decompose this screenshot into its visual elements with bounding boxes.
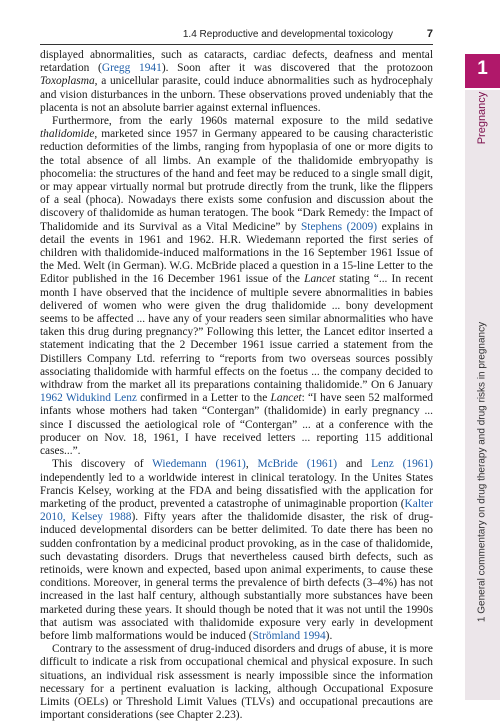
running-title: 1 General commentary on drug therapy and drug risks in pregnancy <box>476 321 488 623</box>
italic-text: Lancet <box>270 392 302 405</box>
page-header <box>40 28 433 44</box>
text-run: , a unicellular parasite, could induce abnormalities such as hydrocephaly and vision disturbances in the unborn. These observations proved undeniably that the placenta is not an absolute barrier against external influences. <box>40 75 433 114</box>
citation-link[interactable]: Stephens (2009) <box>300 220 378 233</box>
citation-link[interactable]: 1962 Widukind Lenz <box>40 392 137 405</box>
text-run: independently led to a worldwide interest in clinical teratology. In the Unites States Francis Kelsey, working at the FDA and being dissatisfied with the application for marketing of the product, prevented a catastrophe of unimaginable proportion ( <box>40 471 433 510</box>
text-run: Contrary to the assessment of drug-induced disorders and drugs of abuse, it is more difficult to indicate a risk from occupational chemical and physical exposure. In such situations, an individual risk assessment is nearly impossible since the information necessary for a pertinent evaluation is lacking, although Occupational Exposure Limits (OELs) or Threshold Limit Values (TLVs) and occupational precautions are important considerations (see Chapter 2.23). <box>40 643 433 722</box>
citation-link[interactable]: Gregg 1941 <box>101 62 162 75</box>
chapter-title: Pregnancy <box>476 91 488 145</box>
italic-text: Lancet <box>304 273 336 286</box>
citation-link[interactable]: Lenz (1961) <box>371 458 433 471</box>
header-rule <box>40 44 433 45</box>
italic-text: Toxoplasma <box>40 75 95 88</box>
text-run: , <box>245 458 258 471</box>
text-run: , marketed since 1957 in Germany appeared to be causing characteristic reduction deformities of the limbs, ranging from hypoplasia of one or more digits to the total absence of all limbs. An example of the thalidomide embryopathy is phocomelia: the structures of the hand and feet may be reduced to a single small digit, or may appear virtually normal but protrude directly from the trunk, like the flippers of a seal (phoca). Nowadays there exists some confusion and discussion about the discovery of thalidomide as human teratogen. The book “Dark Remedy: the Impact of Thalidomide and its Survival as a Vital Medicine” by <box>40 128 433 233</box>
paragraph <box>40 115 433 458</box>
text-run: explains in detail the events in 1961 and 1962. H.R. Wiedemann reported the first series of children with thalidomide-induced malformations in the 16 September 1961 Issue of the Med. Welt (in German). W.G. McBride placed a question in a 15-line Letter to the Editor published in the 16 December 1961 issue of the <box>40 220 433 286</box>
chapter-number: 1 <box>477 58 488 79</box>
text-run: displayed abnormalities, such as cataracts, cardiac defects, deafness and mental retardation ( <box>40 49 433 75</box>
paragraph <box>40 458 433 643</box>
text-run: ). Soon after it was discovered that the protozoon <box>161 62 433 75</box>
paragraph <box>40 643 433 722</box>
text-run: This discovery of <box>52 458 153 471</box>
text-run: ). Fifty years after the thalidomide disaster, the risk of drug-induced developmental disorders can be better delimited. To date there has been no sudden confrontation by a medicinal product provoking, as in the case of thalidomide, such devastating disorders. Drugs that nevertheless caused birth defects, such as retinoids, were known and expected, based upon animal experiments, to cause these conditions. Moreover, in general terms the prevalence of birth defects (3–4%) has not increased in the last half century, although substantially more substances have been marketed during these years. It should though be noted that it was not until the 1990s that autism was associated with thalidomide exposure very early in development before limb malformations would be induced ( <box>40 511 433 642</box>
text-run: ). <box>325 629 333 642</box>
citation-link[interactable]: Strömland 1994 <box>252 629 326 642</box>
page-number: 7 <box>426 28 433 40</box>
section-title: 1.4 Reproductive and developmental toxicology <box>182 29 393 40</box>
text-run: and <box>337 458 372 471</box>
citation-link[interactable]: Kalter 2010, Kelsey 1988 <box>40 497 433 524</box>
paragraph <box>40 49 433 115</box>
body-text <box>40 49 433 722</box>
text-run: stating “... In recent month I have observed that the incidence of multiple severe abnormalities in babies delivered of women who were given the drug thalidomide ... bony development seems to be affected ... have any of your readers seen similar abnormalities who have taken this drug during pregnancy?” Following this letter, the Lancet editor inserted a statement indicating that the 2 December 1961 issue carried a statement from the Distillers Company Ltd. referring to “reports from two overseas sources possibly associating thalidomide with harmful effects on the foetus ... the company decided to withdraw from the market all its preparations containing thalidomide.” On 6 January <box>40 273 433 392</box>
citation-link[interactable]: McBride (1961) <box>257 458 338 471</box>
text-run: confirmed in a Letter to the <box>136 392 271 405</box>
text-run: Furthermore, from the early 1960s maternal exposure to the mild sedative <box>52 115 433 128</box>
text-run: : “I have seen 52 malformed infants whose mothers had taken “Contergan” (thalidomide) in early pregnancy ... since I discussed the aetiological role of “Contergan” ... at a conference with the producer on Nov. 18, 1961, I have received letters ... reporting 115 additional cases...”. <box>40 392 434 458</box>
italic-text: thalidomide <box>40 128 95 141</box>
citation-link[interactable]: Wiedemann (1961) <box>152 458 246 471</box>
